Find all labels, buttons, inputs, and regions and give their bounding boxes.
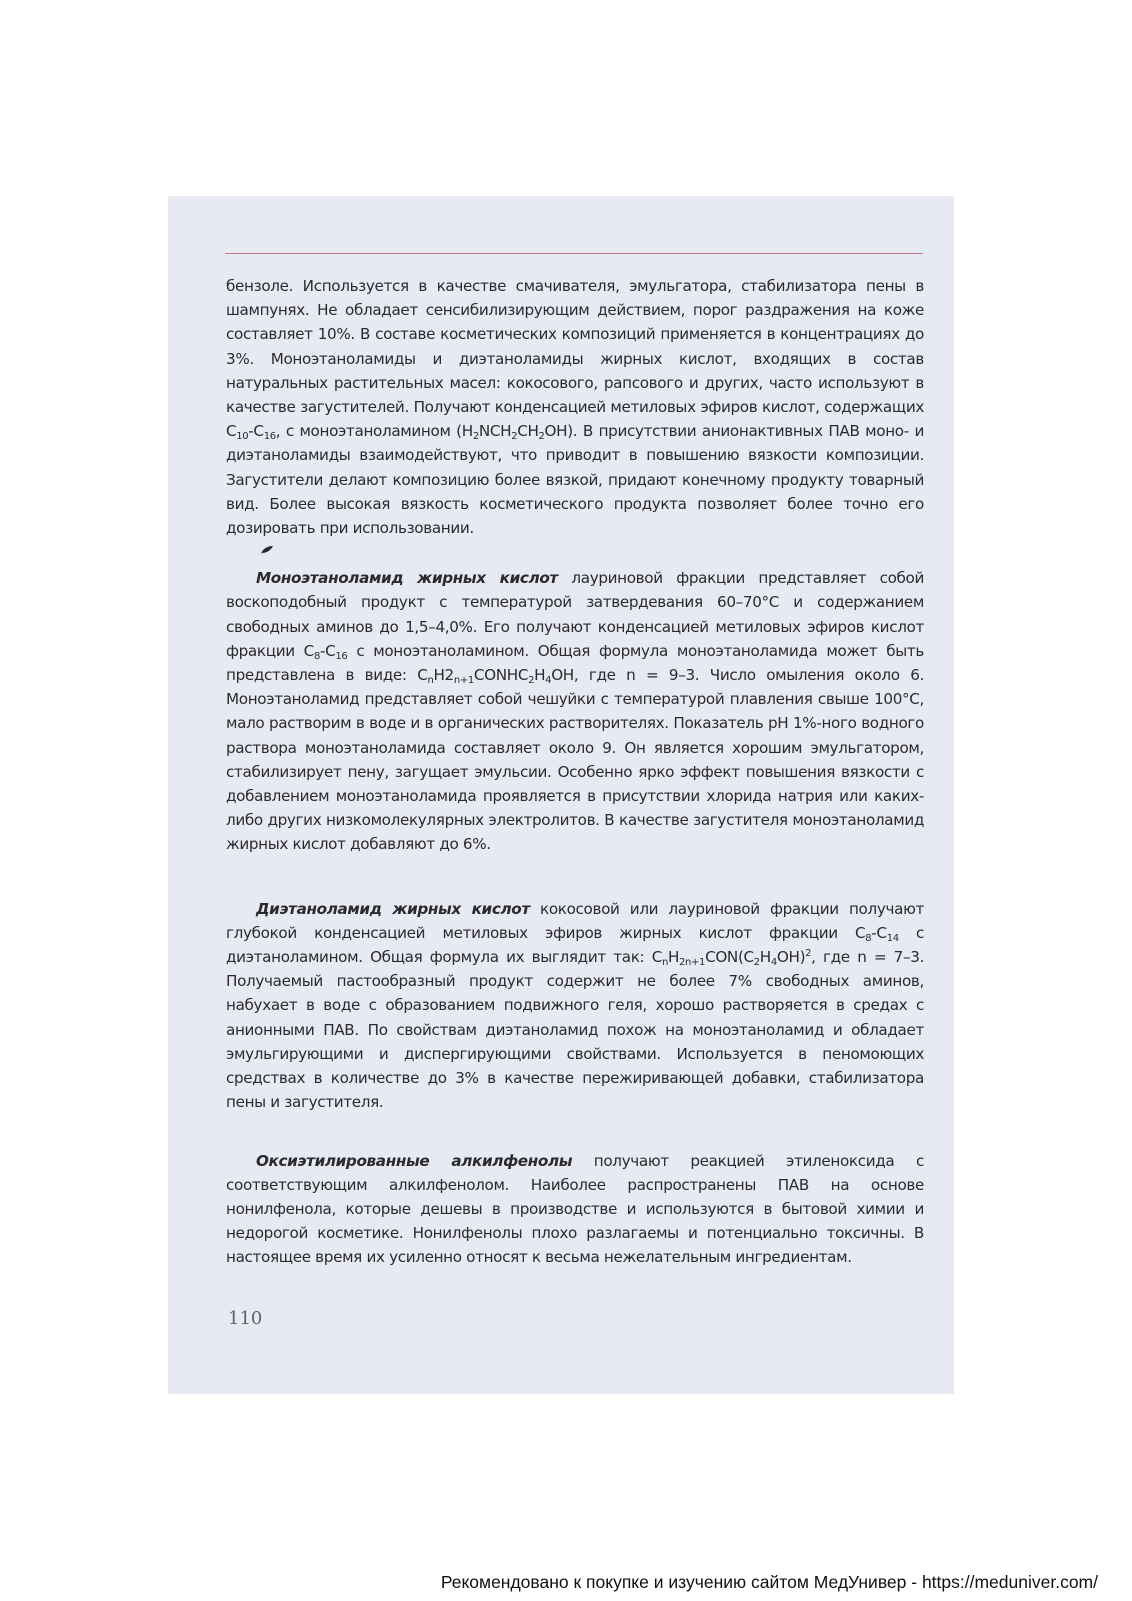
paragraph-1: бензоле. Используется в качестве смачивателя, эмульгатора, стабилизатора пены в шампунях. Не обладает сенсибилизирующим действием, порог раздражения на коже составляет 10%. В составе косметических композиций применяется в концентрациях до 3%. Моноэтаноламиды и диэтаноламиды жирных кислот, входящих в состав натуральных растительных масел: кокосового, рапсового и других, часто используют в качестве загустителей. Получают конденсацией метиловых эфиров кислот, содержащих $C_{10}-C_{16}$, с моноэтаноламином $(H_2NCH_2CH_2OH)$. В присутствии анионактивных ПАВ моно- и диэтаноламиды взаимодействуют, что приводит в повышению вязкости композиции. Загустители делают композицию более вязкой, придают конечному продукту товарный вид. Более высокая вязкость косметического продукта позволяет более точно его дозировать при использовании. [226, 277, 924, 538]
paragraph-2-term: Моноэтаноламид жирных кислот [256, 569, 558, 588]
paragraph-4-term: Оксиэтилированные алкилфенолы [256, 1151, 573, 1170]
spacer [226, 857, 924, 897]
body-text [226, 274, 924, 1270]
page-number: 110 [228, 1308, 263, 1329]
footer-recommendation: Рекомендовано к покупке и изучению сайтом МедУнивер - https://meduniver.com/ [440, 1572, 1098, 1592]
paragraph-3 [226, 897, 924, 1115]
paragraph-3-text: кокосовой или лауриновой фракции получают глубокой конденсацией метиловых эфиров жирных кислот фракции $C_8-C_{14}$ с диэтаноламином. Общая формула их выглядит так: $C_nH_{2n+1}CON(C_2H_4OH)^2$, где n = 7–3. Получаемый пастообразный продукт содержит не более 7% свободных аминов, набухает в воде с образованием подвижного геля, хорошо растворяется в средах с анионными ПАВ. По свойствам диэтаноламид похож на моноэтаноламид и обладает эмульгирующими и диспергирующими свойствами. Используется в пеномоющих средствах в количестве до 3% в качестве пережиривающей добавки, стабилизатора пены и загустителя. [226, 899, 924, 1112]
spacer [226, 1115, 924, 1149]
paragraph-4 [226, 1149, 924, 1270]
paragraph-4-text: получают реакцией этиленоксида с соответствующим алкилфенолом. Наиболее распространены ПАВ на основе нонилфенола, которые дешевы в производстве и используются в бытовой химии и недорогой косметике. Нонилфенолы плохо разлагаемы и потенциально токсичны. В настоящее время их усиленно относят к весьма нежелательным ингредиентам. [226, 1151, 924, 1267]
paragraph-2-text: лауриновой фракции представляет собой воскоподобный продукт с температурой затвердевания 60–70°С и содержанием свободных аминов до 1,5–4,0%. Его получают конденсацией метиловых эфиров кислот фракции $C_8-C_{16}$ с моноэтаноламином. Общая формула моноэтаноламида может быть представлена в виде: $C_nH2_{n+1}CONHC_2H_4OH$, где n = 9–3. Число омыления около 6. Моноэтаноламид представляет собой чешуйки с температурой плавления свыше 100°С, мало растворим в воде и в органических растворителях. Показатель pH 1%-ного водного раствора моноэтаноламида составляет около 9. Он является хорошим эмульгатором, стабилизирует пену, загущает эмульсии. Особенно ярко эффект повышения вязкости с добавлением моноэтаноламида проявляется в присутствии хлорида натрия или каких-либо других низкомолекулярных электролитов. В качестве загустителя моноэтаноламид жирных кислот добавляют до 6%. [226, 569, 925, 854]
paragraph-2 [226, 566, 924, 856]
header-rule [225, 253, 923, 254]
scanned-page [168, 196, 954, 1394]
leaf-icon [260, 545, 274, 555]
paragraph-3-term: Диэтаноламид жирных кислот [256, 899, 530, 918]
